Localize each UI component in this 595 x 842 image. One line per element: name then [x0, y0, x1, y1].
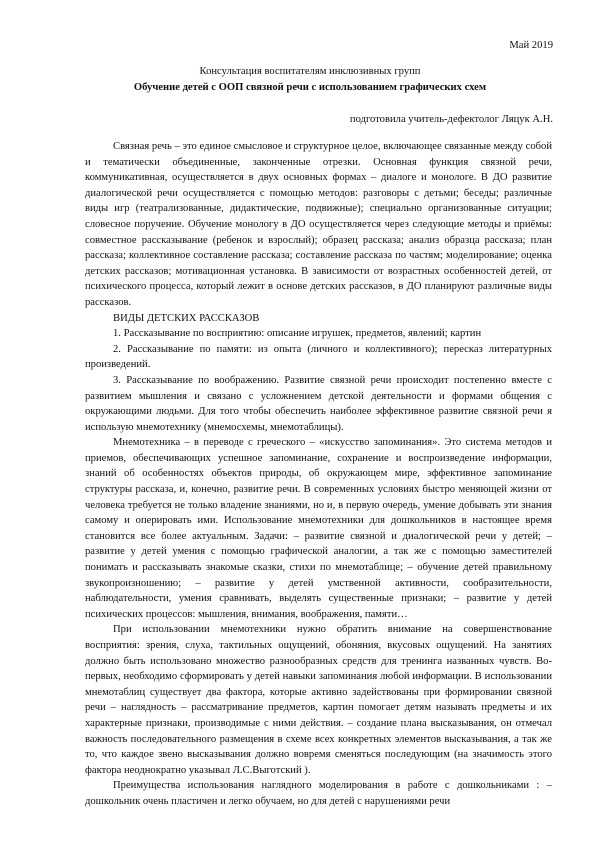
usage-paragraph: При использовании мнемотехники нужно обратить внимание на совершенствование восприятия: зрения, слуха, тактильных ощущений, обоняния, вкусовых ощущений. На занятиях должно быть использовано множество разнообразных средств для тренинга названных чувств. Во-первых, необходимо сформировать у детей навыки запоминания любой информации. В использовании мнемотаблиц существует два фактора, которые активно задействованы при формировании связной речи – наглядность – рассматривание предметов, картин помогает детям называть предметы и их характерные признаки, производимые с ними действия. – создание плана высказывания, он отмечал важность последовательного размещения в схеме всех конкретных элементов высказывания, а так же то, что каждое звено высказывания должно вовремя сменяться последующим (на значимость этого фактора неоднократно указывал Л.С.Выготский ). — [85, 624, 552, 776]
list-item-imagination: 3. Рассказывание по воображению. Развитие связной речи происходит постепенно вместе с развитием мышления и связано с усложнением детской деятельности и формами общения с окружающими людьми. Для того чтобы обеспечить наиболее эффективное развитие связной речи я использую мнемотехнику (мнемосхемы, мнемотаблицы). — [85, 374, 552, 433]
section-heading: ВИДЫ ДЕТСКИХ РАССКАЗОВ — [113, 312, 260, 324]
document-title: Обучение детей с ООП связной речи с использованием графических схем — [133, 81, 487, 93]
advantages-paragraph: Преимущества использования наглядного моделирования в работе с дошкольниками : – дошкольник очень пластичен и легко обучаем, но для детей с нарушениями речи — [85, 780, 552, 807]
consultation-subtitle: Консультация воспитателям инклюзивных групп — [199, 66, 421, 77]
mnemonics-paragraph: Мнемотехника – в переводе с греческого – «искусство запоминания». Это система методов и приемов, обеспечивающих успешное запоминание, сохранение и воспроизведение информации, знаний об особенностях объектов природы, об окружающем мире, эффективное запоминание структуры рассказа, и, конечно, развитие речи. В современных условиях быстро меняющей жизни от человека требуется не только владение знаниями, но и, в первую очередь, умение добывать эти знания самому и оперировать ими. Использование мнемотехники для дошкольников в настоящее время становится все более актуальным. Задачи: – развитие связной и диалогической речи у детей; – развитие у детей умения с помощью графической аналогии, а так же с помощью заместителей понимать и рассказывать знакомые сказки, стихи по мнемотаблице; – обучение детей правильному звукопроизношению; – развитие у детей умственной активности, сообразительности, наблюдательности, умения сравнивать, выделять существенные признаки; – развитие у детей психических процессов: мышления, внимания, воображения, памяти… — [85, 437, 552, 620]
list-item-memory: 2. Рассказывание по памяти: из опыта (личного и коллективного); пересказ литературных произведений. — [85, 343, 552, 371]
document-header — [60, 64, 560, 95]
intro-paragraph: Связная речь – это единое смысловое и структурное целое, включающее связанные между собой и тематически объединенные, законченные отрезки. Основная функция связной речи, коммуникативная, осуществляется в двух основных формах – диалоге и монологе. В ДО развитие диалогической речи осуществляется с помощью методов: разговоры с детьми; беседы; различные виды игр (театрализованные, дидактические, подвижные); специально организованные ситуации; словесное поручение. Обучение монологу в ДО осуществляется через следующие методы и приёмы: совместное рассказывание (ребенок и взрослый); образец рассказа; анализ образца рассказа; план рассказа; коллективное составление рассказа; составление рассказа по частям; моделирование; оценка детских рассказов; мотивационная установка. В зависимости от возрастных особенностей детей, от психического процесса, который лежит в основе детских рассказов, в ДО планируют различные виды рассказов. — [85, 141, 552, 308]
list-item-perception: 1. Рассказывание по восприятию: описание игрушек, предметов, явлений; картин — [113, 328, 482, 340]
document-body — [85, 139, 552, 810]
author-line: подготовила учитель-дефектолог Ляцук А.Н. — [349, 114, 553, 125]
document-date: Май 2019 — [509, 40, 553, 51]
